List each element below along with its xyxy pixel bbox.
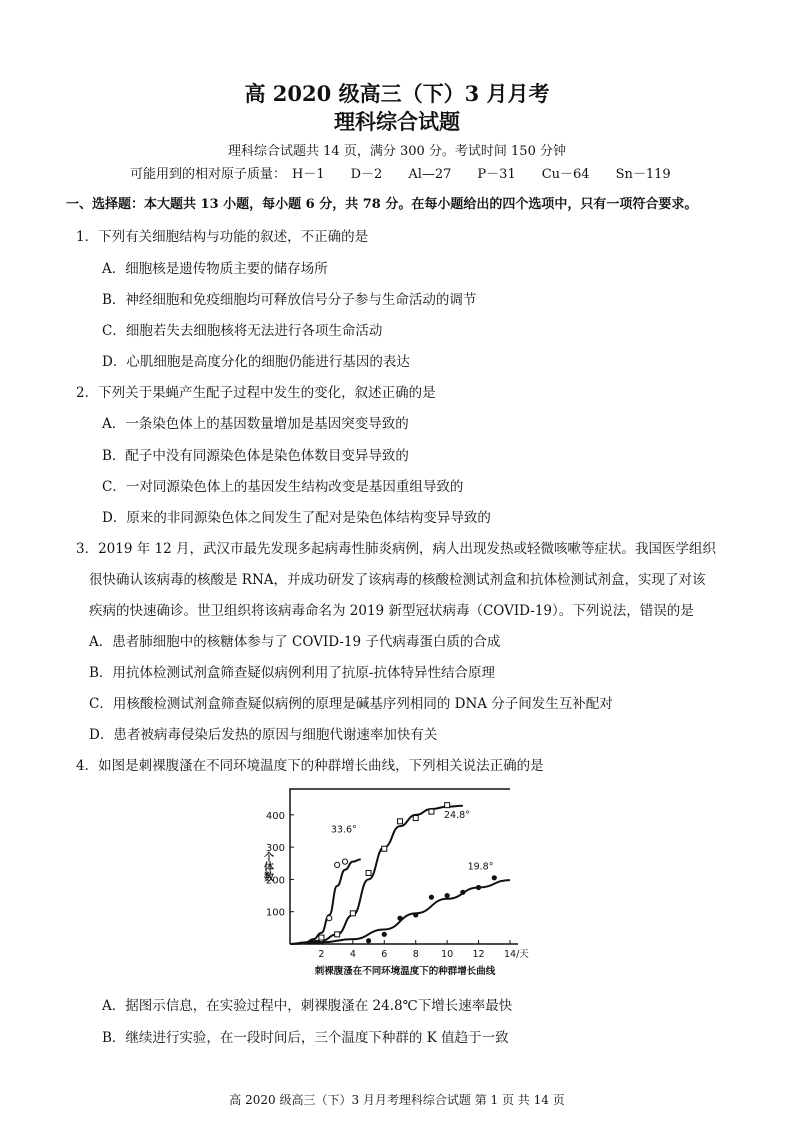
data-point-filled (413, 912, 418, 917)
y-axis-label: 个体数 (261, 851, 273, 882)
question-4-option-a: A．据图示信息，在实验过程中，刺裸腹溞在 24.8℃下增长速率最快 (102, 998, 513, 1014)
question-4-option-b: B．继续进行实验，在一段时间后，三个温度下种群的 K 值趋于一致 (102, 1030, 509, 1046)
data-point-square (445, 803, 450, 808)
y-tick-label: 200 (265, 875, 285, 887)
x-tick-label: 12 (472, 949, 485, 960)
question-4-stem: 4．如图是刺裸腹溞在不同环境温度下的种群增长曲线，下列相关说法正确的是 (76, 758, 544, 774)
series-curve-0 (290, 859, 361, 944)
question-2-option-d: D．原来的非同源染色体之间发生了配对是染色体结构变异导致的 (102, 510, 491, 526)
exam-subtitle: 理科综合试题 (334, 109, 460, 134)
data-point-filled (382, 932, 387, 937)
data-point-square (366, 870, 371, 875)
atom-mass: Al—27 (408, 167, 452, 182)
data-point-square (350, 911, 355, 916)
population-growth-chart (255, 784, 555, 984)
data-point-open (335, 862, 340, 867)
atomic-masses (130, 163, 697, 182)
data-point-square (335, 932, 340, 937)
question-3-option-c: C．用核酸检测试剂盒筛查疑似病例的原理是碱基序列相同的 DNA 分子间发生互补配对 (89, 696, 613, 712)
question-3-option-b: B．用抗体检测试剂盒筛查疑似病例利用了抗原-抗体特异性结合原理 (89, 665, 495, 681)
question-1-stem: 1．下列有关细胞结构与功能的叙述，不正确的是 (76, 229, 369, 245)
question-2-option-a: A．一条染色体上的基因数量增加是基因突变导致的 (102, 416, 409, 432)
data-point-square (319, 935, 324, 940)
question-3-stem-line-1: 3．2019 年 12 月，武汉市最先发现多起病毒性肺炎病例，病人出现发热或轻微咳嗽等症状。我国医学组织 (76, 541, 716, 557)
x-tick-label: 8 (412, 949, 419, 960)
question-1-option-d: D．心肌细胞是高度分化的细胞仍能进行基因的表达 (102, 354, 410, 370)
data-point-open (342, 859, 347, 864)
data-point-filled (397, 916, 402, 921)
data-point-filled (492, 875, 497, 880)
data-point-square (429, 809, 434, 814)
question-1-option-b: B．神经细胞和免疫细胞均可释放信号分子参与生命活动的调节 (102, 292, 477, 308)
x-tick-label: 2 (318, 949, 325, 960)
atom-mass: Sn－119 (615, 167, 671, 182)
x-tick-label: 6 (381, 949, 388, 960)
data-point-filled (366, 938, 371, 943)
page-footer: 高 2020 级高三（下）3 月月考理科综合试题 第 1 页 共 14 页 (229, 1093, 565, 1107)
atom-mass: P－31 (477, 167, 516, 182)
data-point-square (398, 819, 403, 824)
atom-mass: Cu－64 (541, 167, 590, 182)
question-1-option-a: A．细胞核是遗传物质主要的储存场所 (102, 261, 328, 277)
question-3-option-d: D．患者被病毒侵染后发热的原因与细胞代谢速率加快有关 (89, 727, 438, 743)
series-curve-2 (290, 880, 510, 944)
data-point-open (327, 916, 332, 921)
data-point-filled (476, 885, 481, 890)
atom-mass: H－1 (292, 167, 325, 182)
x-tick-label: 4 (349, 949, 356, 960)
question-3-stem-line-2: 很快确认该病毒的核酸是 RNA，并成功研发了该病毒的核酸检测试剂盒和抗体检测试剂盒，实现了对该 (89, 572, 706, 588)
exam-info: 理科综合试题共 14 页，满分 300 分。考试时间 150 分钟 (228, 144, 566, 159)
data-point-filled (429, 895, 434, 900)
chart-caption: 刺裸腹溞在不同环境温度下的种群增长曲线 (314, 966, 496, 977)
question-3-option-a: A．患者肺细胞中的核糖体参与了 COVID-19 子代病毒蛋白质的合成 (89, 634, 501, 650)
question-1-option-c: C．细胞若失去细胞核将无法进行各项生命活动 (102, 323, 383, 339)
question-2-option-c: C．一对同源染色体上的基因发生结构改变是基因重组导致的 (102, 479, 464, 495)
series-label: 24.8° (444, 810, 470, 822)
y-tick-label: 300 (265, 843, 285, 855)
exam-title: 高 2020 级高三（下）3 月月考 (244, 81, 550, 106)
question-2-stem: 2．下列关于果蝇产生配子过程中发生的变化，叙述正确的是 (76, 385, 436, 401)
y-tick-label: 400 (265, 810, 285, 822)
atomic-masses-label: 可能用到的相对原子质量： (130, 167, 287, 182)
x-tick-label: 10 (441, 949, 454, 960)
question-3-stem-line-3: 疾病的快速确诊。世卫组织将该病毒命名为 2019 新型冠状病毒（COVID-19）。下列说法，错误的是 (89, 603, 694, 619)
question-2-option-b: B．配子中没有同源染色体是染色体数目变异导致的 (102, 448, 409, 464)
series-label: 19.8° (467, 861, 494, 873)
series-curve-1 (290, 806, 463, 944)
section-heading: 一、选择题：本大题共 13 小题，每小题 6 分，共 78 分。在每小题给出的四个选项中，只有一项符合要求。 (66, 197, 698, 212)
data-point-square (413, 816, 418, 821)
series-label: 33.6° (330, 824, 357, 836)
x-tick-label: 14/天 (504, 949, 529, 960)
data-point-filled (460, 890, 465, 895)
atom-mass: D－2 (350, 167, 383, 182)
y-tick-label: 100 (265, 907, 285, 919)
data-point-square (382, 846, 387, 851)
data-point-filled (445, 893, 450, 898)
